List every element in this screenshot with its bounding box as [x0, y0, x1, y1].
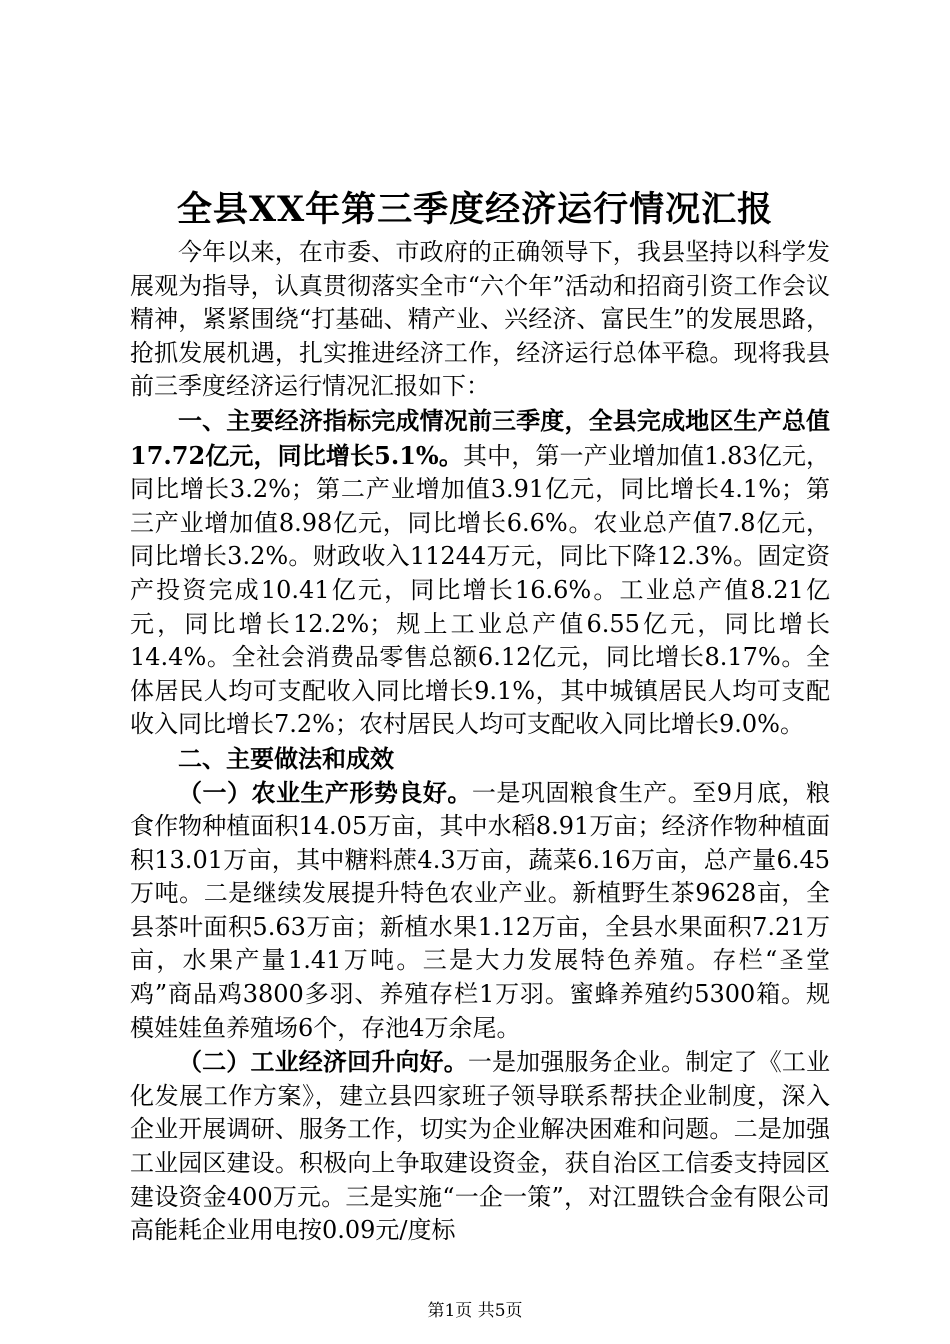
section-1-body: 其中，第一产业增加值1.83亿元，同比增长3.2%；第二产业增加值3.91亿元，同比增长4.1%；第三产业增加值8.98亿元，同比增长6.6%。农业总产值7.8亿元，同比增长3.2%。财政收入11244万元，同比下降12.3%。固定资产投资完成10.41亿元，同比增长16.6%。工业总产值8.21亿元，同比增长12.2%；规上工业总产值6.55亿元，同比增长14.4%。全社会消费品零售总额6.12亿元，同比增长8.17%。全体居民人均可支配收入同比增长9.1%，其中城镇居民人均可支配收入同比增长7.2%；农村居民人均可支配收入同比增长9.0%。 [130, 441, 830, 739]
section-2-2-paragraph [130, 1045, 830, 1248]
section-2-1-paragraph [130, 776, 830, 1046]
section-2-heading: 二、主要做法和成效 [178, 743, 394, 773]
section-2-1-heading: （一）农业生产形势良好。 [178, 777, 472, 807]
section-2-2-body: 一是加强服务企业。制定了《工业化发展工作方案》，建立县四家班子领导联系帮扶企业制度，深入企业开展调研、服务工作，切实为企业解决困难和问题。二是加强工业园区建设。积极向上争取建设资金，获自治区工信委支持园区建设资金400万元。三是实施“一企一策”，对江盟铁合金有限公司高能耗企业用电按0.09元/度标 [130, 1048, 831, 1245]
document-title: 全县XX年第三季度经济运行情况汇报 [176, 189, 774, 230]
section-1-paragraph [130, 404, 830, 742]
section-2-1-body: 一是巩固粮食生产。至9月底，粮食作物种植面积14.05万亩，其中水稻8.91万亩；经济作物种植面积13.01万亩，其中糖料蔗4.3万亩，蔬菜6.16万亩，总产量6.45万吨。二是继续发展提升特色农业产业。新植野生茶9628亩，全县茶叶面积5.63万亩；新植水果1.12万亩，全县水果面积7.21万亩，水果产量1.41万吨。三是大力发展特色养殖。存栏“圣堂鸡”商品鸡3800多羽、养殖存栏1万羽。蜜蜂养殖约5300箱。规模娃娃鱼养殖场6个，存池4万余尾。 [130, 778, 830, 1042]
intro-paragraph: 今年以来，在市委、市政府的正确领导下，我县坚持以科学发展观为指导，认真贯彻落实全市“六个年”活动和招商引资工作会议精神，紧紧围绕“打基础、精产业、兴经济、富民生”的发展思路，抢抓发展机遇，扎实推进经济工作，经济运行总体平稳。现将我县前三季度经济运行情况汇报如下： [130, 238, 830, 401]
section-2-2-heading: （二）工业经济回升向好。 [178, 1047, 468, 1077]
page-footer: 第1页 共5页 [427, 1301, 523, 1321]
document-body [130, 236, 830, 1248]
section-1-heading: 一、主要经济指标完成情况前三季度，全县完成地区生产总值17.72亿元，同比增长5.1%。 [130, 405, 830, 470]
